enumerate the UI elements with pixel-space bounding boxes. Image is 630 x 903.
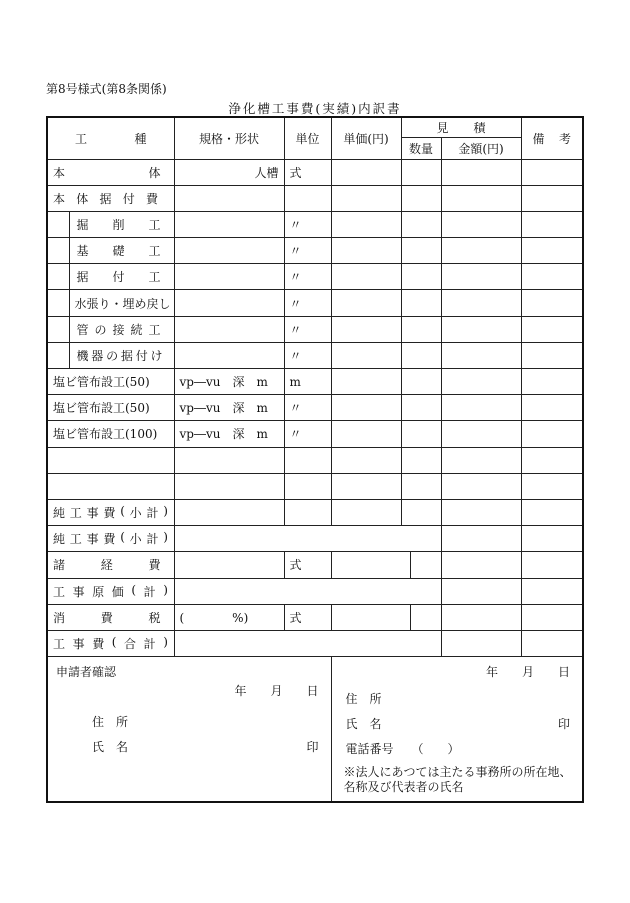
table-row: 機 器 の 据 付 け 〃 bbox=[47, 342, 583, 368]
table-row: 工 事 費 ( 合 計 ) bbox=[47, 630, 583, 656]
table-row: 管 の 接 続 工 〃 bbox=[47, 316, 583, 342]
table-row: 塩ビ管布設工(50) vp―vu 深 m 〃 bbox=[47, 395, 583, 421]
contractor-address: 住 所 bbox=[345, 692, 382, 707]
applicant-confirmation bbox=[47, 657, 331, 803]
contractor-seal: 印 bbox=[557, 717, 570, 732]
table-row: 純 工 事 費 ( 小 計 ) bbox=[47, 499, 583, 525]
applicant-label: 申請者確認 bbox=[56, 665, 117, 680]
table-row bbox=[47, 473, 583, 499]
table-row bbox=[47, 447, 583, 473]
table-row: 据 付 工 〃 bbox=[47, 264, 583, 290]
contractor-date: 年 月 日 bbox=[485, 665, 570, 680]
table-row: 純 工 事 費 ( 小 計 ) bbox=[47, 526, 583, 552]
table-row: 本 体 人槽 式 bbox=[47, 159, 583, 185]
form-number: 第8号様式(第8条関係) bbox=[46, 82, 167, 96]
table-row: 掘 削 工 〃 bbox=[47, 211, 583, 237]
header-work-type: 工 種 bbox=[47, 117, 174, 159]
header-quantity: 数量 bbox=[401, 137, 441, 159]
applicant-date: 年 月 日 bbox=[234, 684, 319, 699]
page-title: 浄化槽工事費(実績)内訳書 bbox=[228, 101, 402, 116]
applicant-address: 住 所 bbox=[92, 715, 129, 730]
table-row: 塩ビ管布設工(100) vp―vu 深 m 〃 bbox=[47, 421, 583, 447]
table-row: 諸 経 費 式 bbox=[47, 552, 583, 578]
contractor-phone: 電話番号 （ ） bbox=[345, 742, 460, 757]
contractor-note: ※法人にあつては主たる事務所の所在地、名称及び代表者の氏名 bbox=[343, 765, 572, 795]
breakdown-table bbox=[46, 116, 584, 803]
contractor-block bbox=[331, 657, 583, 803]
header-spec: 規格・形状 bbox=[174, 117, 284, 159]
table-row: 本 体 据 付 費 bbox=[47, 185, 583, 211]
applicant-name: 氏 名 bbox=[92, 740, 129, 755]
table-row: 水張り・埋め戻し 〃 bbox=[47, 290, 583, 316]
header-amount: 金額(円) bbox=[441, 137, 521, 159]
table-row: 基 礎 工 〃 bbox=[47, 238, 583, 264]
table-row: 塩ビ管布設工(50) vp―vu 深 m m bbox=[47, 369, 583, 395]
contractor-name: 氏 名 bbox=[345, 717, 382, 732]
applicant-seal: 印 bbox=[306, 740, 319, 755]
header-unit-price: 単価(円) bbox=[331, 117, 401, 159]
table-row: 消 費 税 ( %) 式 bbox=[47, 604, 583, 630]
header-estimate: 見 積 bbox=[401, 117, 521, 137]
table-row: 工 事 原 価 ( 計 ) bbox=[47, 578, 583, 604]
header-unit: 単位 bbox=[284, 117, 331, 159]
header-remarks: 備 考 bbox=[521, 117, 583, 159]
